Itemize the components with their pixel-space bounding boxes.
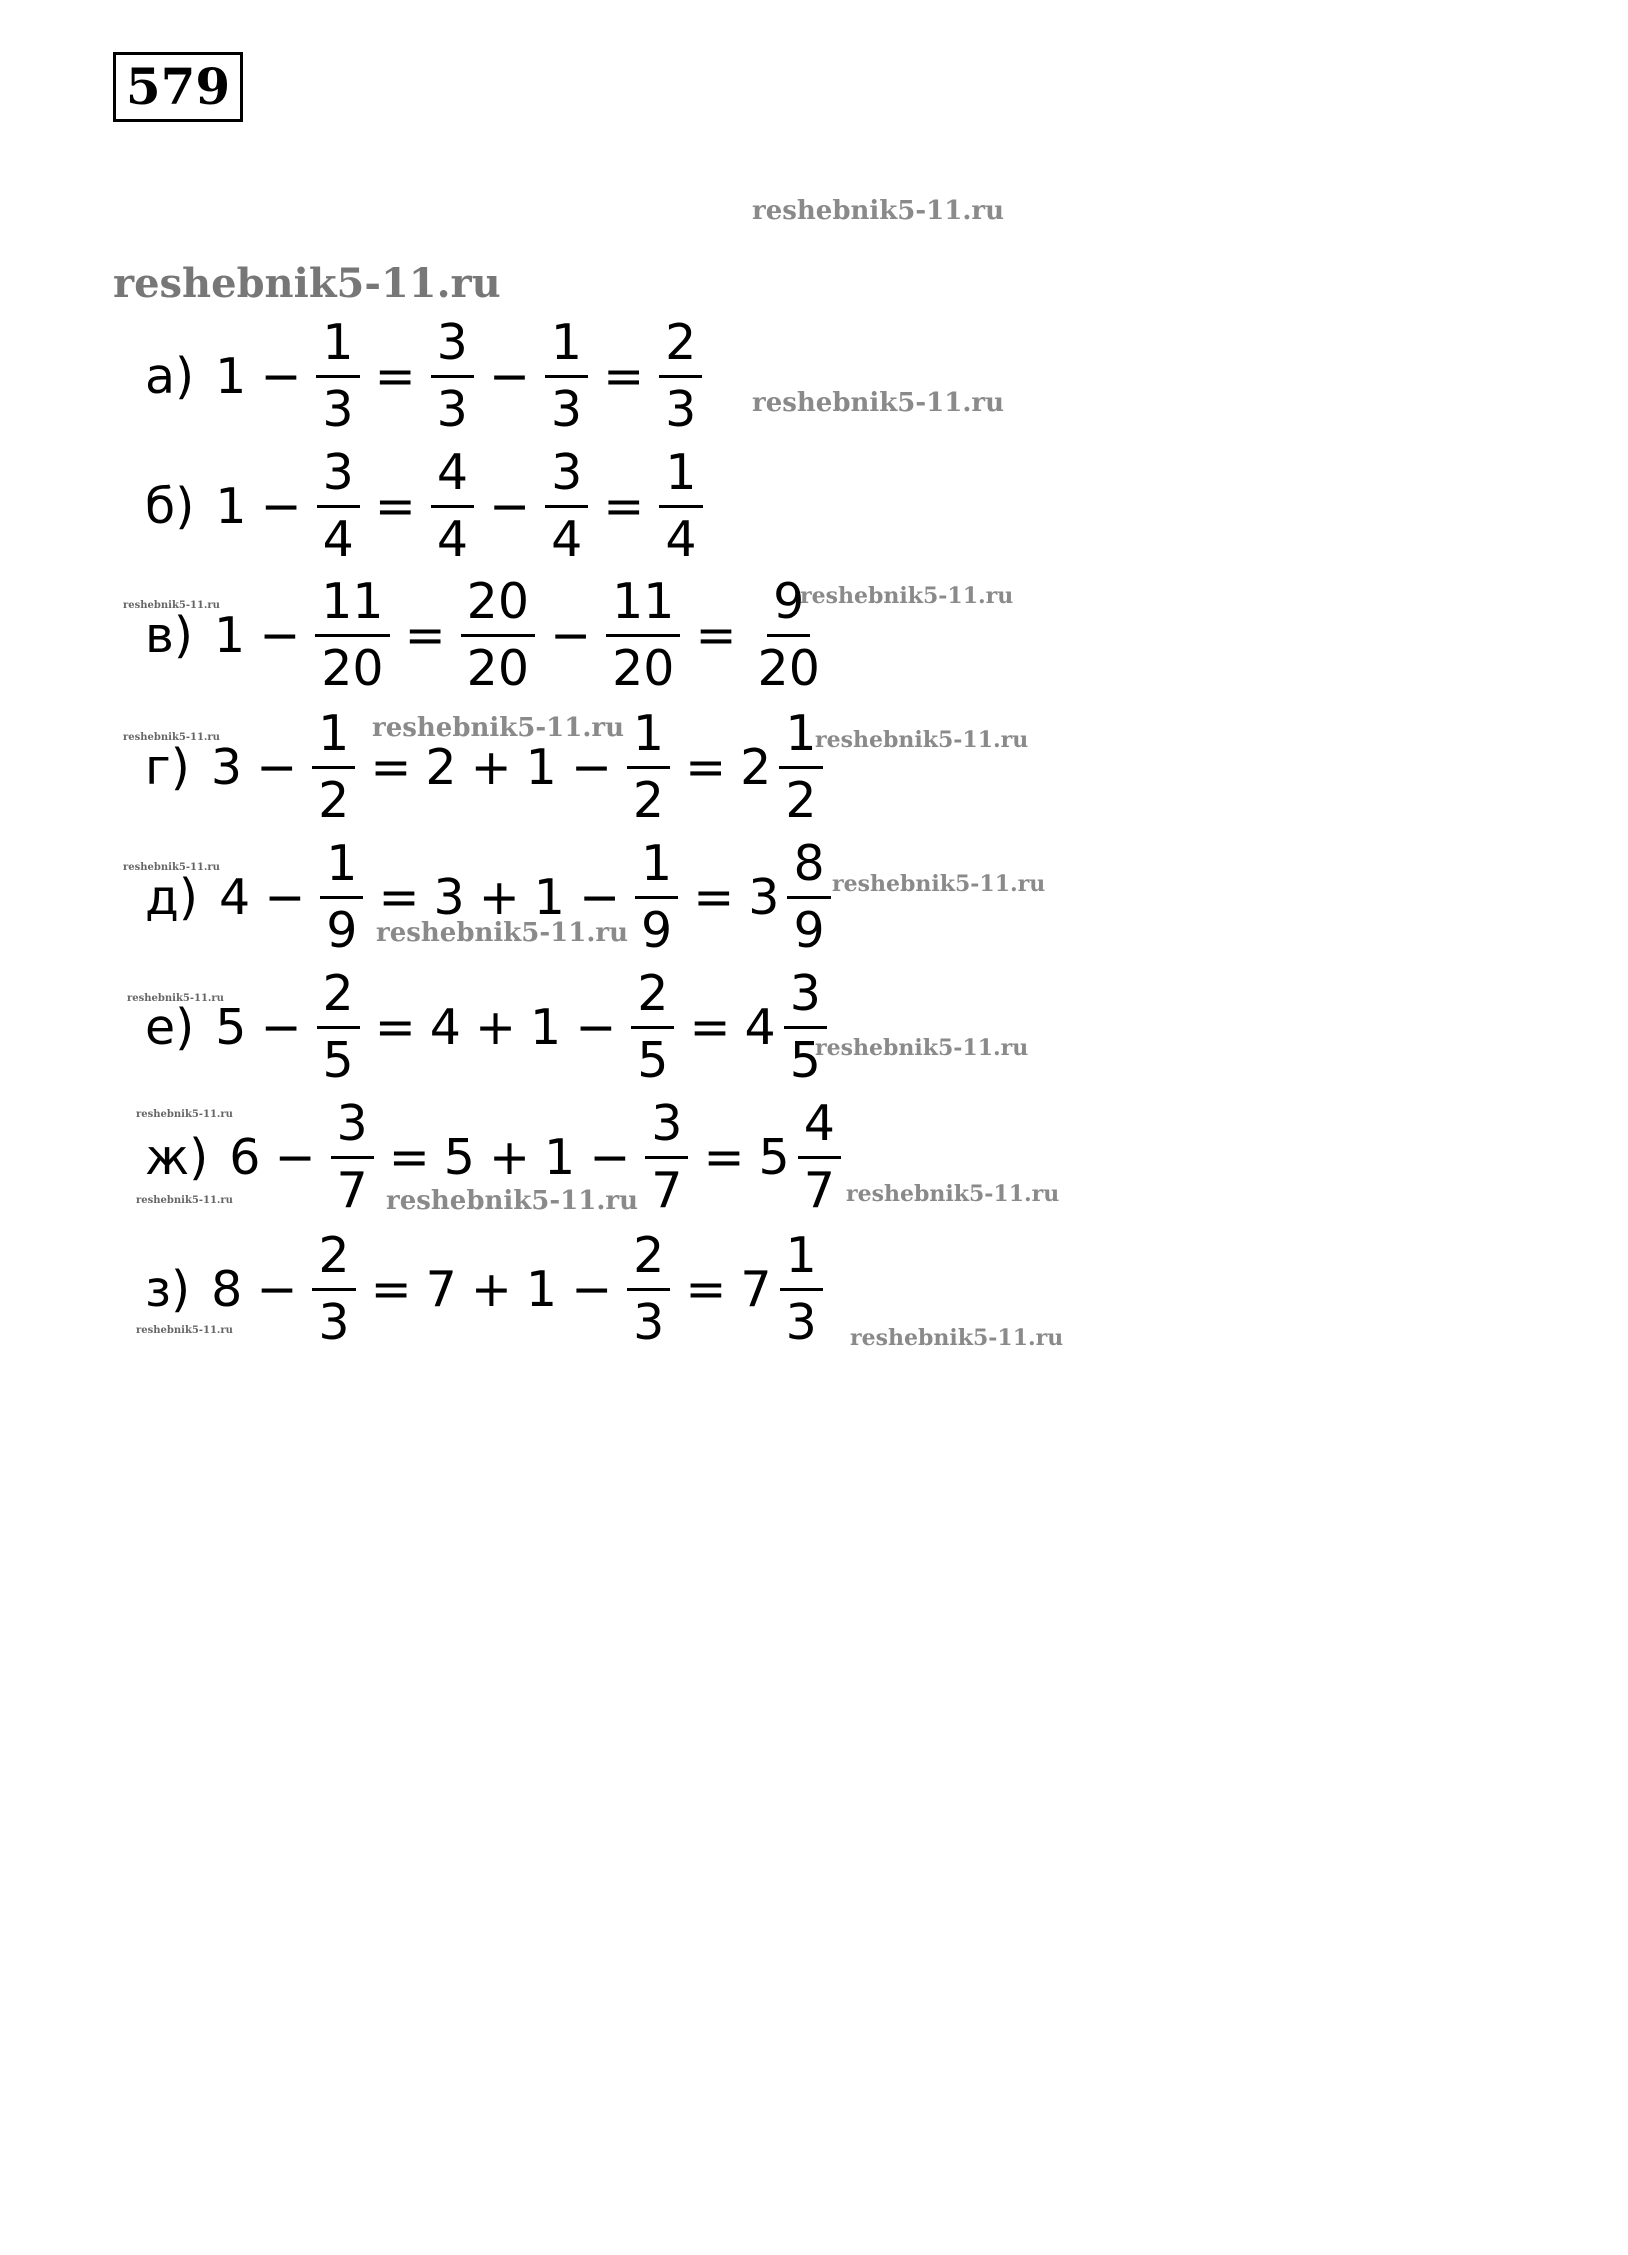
equation-row [145, 568, 834, 702]
watermark: reshebnik5-11.ru [136, 1109, 233, 1120]
number: 1 [215, 347, 247, 405]
numerator: 2 [627, 1228, 670, 1291]
operator: = [404, 606, 446, 664]
watermark: reshebnik5-11.ru [123, 862, 220, 873]
numerator: 20 [461, 574, 535, 637]
fraction [659, 315, 702, 438]
fraction [316, 315, 359, 438]
watermark: reshebnik5-11.ru [846, 1181, 1060, 1207]
fraction [752, 574, 826, 697]
numerator: 11 [606, 574, 680, 637]
fraction [545, 445, 588, 568]
number: 1 [525, 738, 557, 796]
denominator: 2 [785, 771, 817, 829]
watermark: reshebnik5-11.ru [752, 388, 1005, 418]
denominator: 2 [632, 771, 665, 829]
numerator: 9 [767, 574, 810, 637]
denominator: 9 [793, 901, 825, 959]
equation-label: г) [145, 738, 190, 796]
mixed-whole: 7 [740, 1260, 772, 1318]
numerator: 2 [631, 966, 674, 1029]
numerator: 1 [312, 706, 355, 769]
fraction [787, 836, 830, 959]
equation-row [145, 1090, 849, 1224]
denominator: 9 [641, 901, 673, 959]
watermark: reshebnik5-11.ru [123, 732, 220, 743]
operator: − [260, 477, 302, 535]
operator: − [570, 738, 612, 796]
fraction [431, 315, 474, 438]
denominator: 3 [318, 1293, 350, 1351]
mixed-whole: 3 [748, 868, 780, 926]
operator: − [550, 606, 592, 664]
equation-label: ж) [145, 1128, 209, 1186]
fraction [312, 1228, 355, 1351]
operator: + [488, 1128, 531, 1186]
operator: − [571, 1260, 613, 1318]
equation-label: д) [145, 868, 198, 926]
watermark: reshebnik5-11.ru [127, 993, 224, 1004]
numerator: 3 [431, 315, 474, 378]
fraction [635, 836, 678, 959]
operator: = [374, 998, 416, 1056]
operator: + [470, 1260, 512, 1318]
operator: − [489, 477, 531, 535]
denominator: 3 [785, 1293, 817, 1351]
watermark: reshebnik5-11.ru [113, 260, 501, 307]
equation-label: б) [145, 477, 195, 535]
operator: = [685, 738, 727, 796]
denominator: 20 [612, 639, 675, 697]
numerator: 2 [659, 315, 702, 378]
denominator: 20 [466, 639, 530, 697]
denominator: 5 [637, 1031, 669, 1089]
fraction [780, 1228, 823, 1351]
fraction [331, 1096, 374, 1219]
numerator: 3 [645, 1096, 688, 1159]
number: 1 [544, 1128, 576, 1186]
operator: − [589, 1128, 631, 1186]
equation-label: з) [145, 1260, 191, 1318]
equation-row [145, 830, 839, 964]
denominator: 3 [436, 380, 468, 438]
operator: − [256, 738, 298, 796]
number: 5 [215, 998, 247, 1056]
denominator: 3 [550, 380, 583, 438]
operator: − [259, 606, 301, 664]
operator: = [693, 868, 735, 926]
fraction [606, 574, 680, 697]
watermark: reshebnik5-11.ru [850, 1325, 1064, 1351]
denominator: 3 [633, 1293, 665, 1351]
operator: − [575, 998, 617, 1056]
fraction [627, 706, 670, 829]
operator: = [370, 738, 412, 796]
watermark: reshebnik5-11.ru [815, 1035, 1029, 1061]
fraction [784, 966, 827, 1089]
watermark: reshebnik5-11.ru [136, 1195, 233, 1206]
watermark: reshebnik5-11.ru [386, 1186, 639, 1216]
numerator: 1 [659, 445, 702, 508]
denominator: 9 [326, 901, 358, 959]
denominator: 7 [651, 1161, 683, 1219]
equation-label: в) [145, 606, 193, 664]
number: 4 [219, 868, 251, 926]
watermark: reshebnik5-11.ru [136, 1325, 233, 1336]
operator: − [274, 1128, 316, 1186]
operator: = [374, 347, 416, 405]
denominator: 20 [757, 639, 820, 697]
operator: = [388, 1128, 430, 1186]
numerator: 3 [545, 445, 588, 508]
numerator: 8 [787, 836, 830, 899]
number: 1 [215, 477, 247, 535]
number: 7 [425, 1260, 457, 1318]
number: 6 [229, 1128, 261, 1186]
number: 5 [443, 1128, 475, 1186]
numerator: 1 [545, 315, 588, 378]
numerator: 1 [320, 836, 363, 899]
numerator: 1 [780, 1228, 823, 1291]
watermark: reshebnik5-11.ru [372, 713, 625, 743]
equation-label: а) [145, 347, 195, 405]
number: 1 [525, 1260, 558, 1318]
fraction [545, 315, 588, 438]
numerator: 4 [798, 1096, 841, 1159]
numerator: 3 [784, 966, 827, 1029]
number: 1 [533, 868, 565, 926]
operator: = [378, 868, 420, 926]
fraction [627, 1228, 670, 1351]
equation-row [145, 1222, 831, 1356]
equation-label: е) [145, 998, 195, 1056]
operator: − [260, 347, 302, 405]
equation-row [145, 309, 710, 443]
fraction [779, 706, 822, 829]
operator: = [370, 1260, 412, 1318]
numerator: 1 [635, 836, 678, 899]
operator: − [256, 1260, 298, 1318]
fraction [317, 445, 360, 568]
operator: − [488, 347, 530, 405]
number: 8 [211, 1260, 243, 1318]
watermark: reshebnik5-11.ru [815, 727, 1029, 753]
fraction [315, 574, 389, 697]
equation-row [145, 439, 711, 573]
fraction [798, 1096, 841, 1219]
number: 3 [433, 868, 465, 926]
watermark: reshebnik5-11.ru [123, 600, 220, 611]
denominator: 4 [436, 510, 469, 568]
numerator: 3 [331, 1096, 374, 1159]
number: 3 [210, 738, 243, 796]
operator: = [695, 606, 737, 664]
fraction [431, 445, 474, 568]
numerator: 1 [316, 315, 359, 378]
mixed-whole: 5 [758, 1128, 790, 1186]
operator: = [603, 477, 645, 535]
denominator: 4 [551, 510, 583, 568]
equation-row [145, 960, 835, 1094]
operator: = [685, 1260, 727, 1318]
denominator: 5 [789, 1031, 821, 1089]
operator: = [603, 347, 645, 405]
denominator: 2 [318, 771, 350, 829]
fraction [659, 445, 702, 568]
numerator: 4 [431, 445, 474, 508]
denominator: 4 [665, 510, 697, 568]
denominator: 7 [803, 1161, 835, 1219]
numerator: 1 [779, 706, 822, 769]
denominator: 20 [321, 639, 384, 697]
watermark: reshebnik5-11.ru [752, 196, 1005, 226]
denominator: 4 [322, 510, 354, 568]
fraction [631, 966, 674, 1089]
watermark: reshebnik5-11.ru [376, 918, 629, 948]
task-number: 579 [113, 52, 243, 122]
fraction [320, 836, 363, 959]
mixed-whole: 4 [744, 998, 776, 1056]
numerator: 2 [317, 966, 360, 1029]
operator: + [470, 738, 512, 796]
number: 4 [429, 998, 461, 1056]
operator: = [689, 998, 731, 1056]
equation-row [145, 700, 831, 834]
denominator: 3 [665, 380, 697, 438]
fraction [645, 1096, 688, 1219]
watermark: reshebnik5-11.ru [800, 583, 1014, 609]
operator: = [374, 477, 416, 535]
operator: − [264, 868, 306, 926]
denominator: 5 [322, 1031, 354, 1089]
watermark: reshebnik5-11.ru [832, 871, 1046, 897]
fraction [312, 706, 355, 829]
number: 1 [530, 998, 562, 1056]
numerator: 1 [627, 706, 670, 769]
denominator: 7 [336, 1161, 368, 1219]
operator: + [474, 998, 517, 1056]
operator: + [478, 868, 520, 926]
numerator: 11 [315, 574, 389, 637]
fraction [461, 574, 535, 697]
operator: = [703, 1128, 745, 1186]
operator: − [260, 998, 302, 1056]
mixed-whole: 2 [740, 738, 772, 796]
numerator: 2 [312, 1228, 355, 1291]
operator: − [578, 868, 620, 926]
number: 1 [214, 606, 246, 664]
fraction [317, 966, 360, 1089]
numerator: 3 [317, 445, 360, 508]
denominator: 3 [322, 380, 354, 438]
number: 2 [425, 738, 457, 796]
